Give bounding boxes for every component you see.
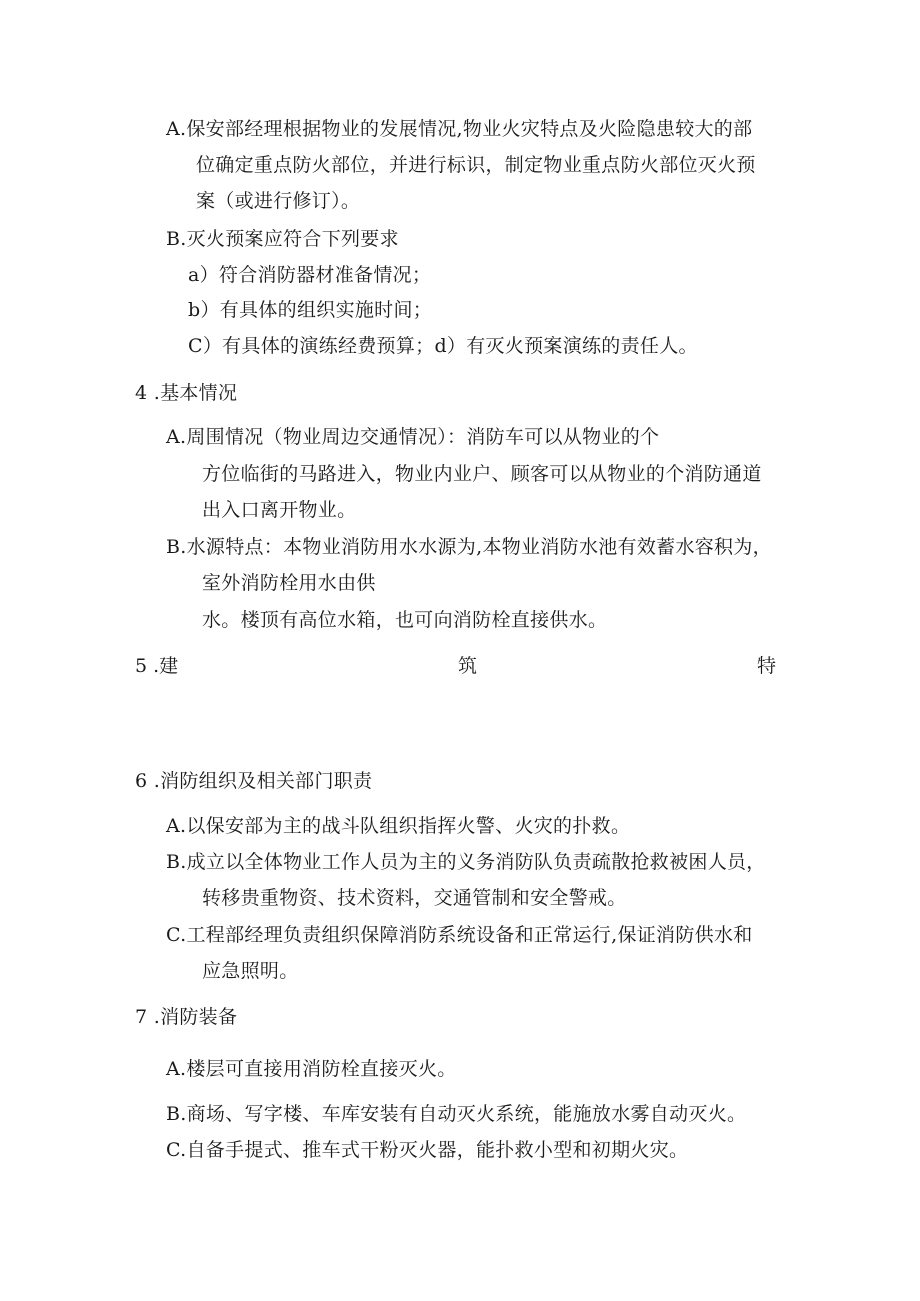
item-6c-line1: C.工程部经理负责组织保障消防系统设备和正常运行,保证消防供水和 xyxy=(166,924,753,946)
item-6b-line1: B.成立以全体物业工作人员为主的义务消防队负责疏散抢救被困人员， xyxy=(166,851,766,873)
item-6b-line2: 转移贵重物资、技术资料，交通管制和安全警戒。 xyxy=(202,887,627,909)
item-4b-line1: B.水源特点：本物业消防用水水源为,本物业消防水池有效蓄水容积为， xyxy=(166,536,772,558)
item-3a-line1: A.保安部经理根据物业的发展情况,物业火灾特点及火险隐患较大的部 xyxy=(166,118,753,140)
item-3b-a: a）符合消防器材准备情况； xyxy=(188,264,432,286)
heading-6: 6 .消防组织及相关部门职责 xyxy=(135,770,373,792)
item-4a-line2: 方位临街的马路进入，物业内业户、顾客可以从物业的个消防通道 xyxy=(202,463,762,485)
item-3b-b: b）有具体的组织实施时间； xyxy=(188,299,433,321)
item-3b: B.灭火预案应符合下列要求 xyxy=(166,228,399,250)
heading-5-part1: 5 .建 xyxy=(135,655,179,677)
heading-5-part2: 筑 xyxy=(458,655,478,677)
item-4b-line2: 室外消防栓用水由供 xyxy=(202,572,376,594)
item-3a-line3: 案（或进行修订）。 xyxy=(196,190,361,212)
item-3a-line2: 位确定重点防火部位，并进行标识，制定物业重点防火部位灭火预 xyxy=(196,154,756,176)
heading-4: 4 .基本情况 xyxy=(135,382,238,404)
heading-7: 7 .消防装备 xyxy=(135,1006,238,1028)
heading-5 xyxy=(135,653,785,679)
item-7b: B.商场、写字楼、车库安装有自动灭火系统，能施放水雾自动灭火。 xyxy=(166,1103,747,1125)
heading-5-part3: 特 xyxy=(757,655,777,677)
item-4a-line3: 出入口离开物业。 xyxy=(202,499,357,521)
item-7c: C.自备手提式、推车式干粉灭火器，能扑救小型和初期火灾。 xyxy=(166,1139,689,1161)
item-7a: A.楼层可直接用消防栓直接灭火。 xyxy=(166,1058,457,1080)
item-6a: A.以保安部为主的战斗队组织指挥火警、火灾的扑救。 xyxy=(166,815,631,837)
item-4a-line1: A.周围情况（物业周边交通情况）：消防车可以从物业的个 xyxy=(166,426,660,448)
item-4b-line3: 水。楼顶有高位水箱，也可向消防栓直接供水。 xyxy=(202,609,608,631)
item-6c-line2: 应急照明。 xyxy=(202,960,299,982)
item-3b-cd: C）有具体的演练经费预算；d）有灭火预案演练的责任人。 xyxy=(188,335,698,357)
